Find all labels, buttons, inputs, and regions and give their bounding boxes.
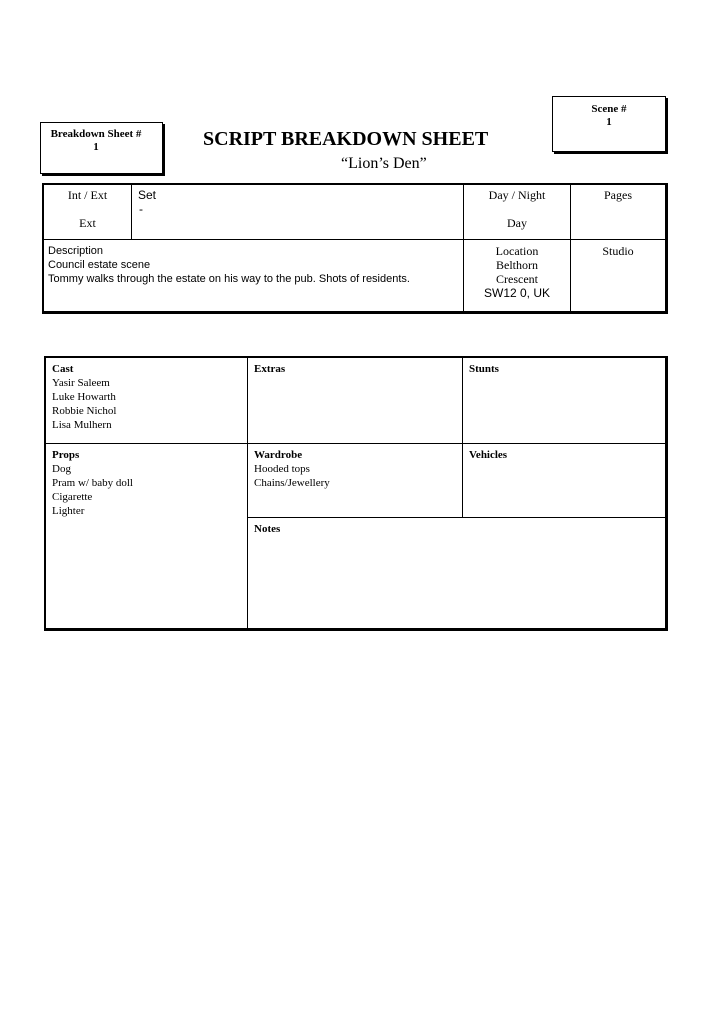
- cast-label: Cast: [52, 363, 74, 375]
- day-night-value: Day: [507, 216, 527, 230]
- breakdown-sheet-label: Breakdown Sheet #: [50, 128, 142, 140]
- breakdown-sheet-number-box: [40, 122, 163, 174]
- location-line-2: Crescent: [496, 272, 538, 286]
- description-label: Description: [48, 245, 104, 257]
- cast-item: Lisa Mulhern: [52, 419, 112, 431]
- studio-label: Studio: [602, 244, 634, 258]
- pages-label: Pages: [604, 188, 632, 202]
- breakdown-grid: [44, 356, 668, 631]
- set-label: Set: [138, 188, 157, 202]
- breakdown-sheet-number: 1: [93, 141, 99, 153]
- page-title: SCRIPT BREAKDOWN SHEET: [203, 128, 489, 150]
- scene-number: 1: [606, 116, 612, 128]
- wardrobe-item: Chains/Jewellery: [254, 477, 330, 489]
- scene-number-box: [552, 96, 666, 152]
- set-value: -: [139, 202, 143, 216]
- location-label: Location: [495, 244, 539, 258]
- vehicles-label: Vehicles: [469, 449, 508, 461]
- props-label: Props: [52, 449, 80, 461]
- extras-label: Extras: [254, 363, 286, 375]
- notes-label: Notes: [254, 523, 281, 535]
- props-item: Pram w/ baby doll: [52, 477, 133, 489]
- scene-label: Scene #: [591, 103, 627, 115]
- scene-title: “Lion’s Den”: [341, 155, 427, 172]
- scene-info-table: [42, 183, 668, 314]
- int-ext-value: Ext: [79, 216, 96, 230]
- location-line-1: Belthorn: [496, 258, 538, 272]
- wardrobe-label: Wardrobe: [254, 449, 303, 461]
- cast-item: Yasir Saleem: [52, 377, 110, 389]
- props-item: Dog: [52, 463, 71, 475]
- description-line-2: Tommy walks through the estate on his way to the pub. Shots of residents.: [48, 273, 410, 285]
- int-ext-label: Int / Ext: [67, 188, 108, 202]
- day-night-label: Day / Night: [488, 188, 546, 202]
- stunts-label: Stunts: [469, 363, 499, 375]
- cast-item: Luke Howarth: [52, 391, 116, 403]
- cast-item: Robbie Nichol: [52, 405, 117, 417]
- props-item: Cigarette: [52, 491, 93, 503]
- wardrobe-item: Hooded tops: [254, 463, 310, 475]
- location-line-3: SW12 0, UK: [483, 286, 551, 300]
- description-line-1: Council estate scene: [48, 259, 151, 271]
- props-item: Lighter: [52, 505, 85, 517]
